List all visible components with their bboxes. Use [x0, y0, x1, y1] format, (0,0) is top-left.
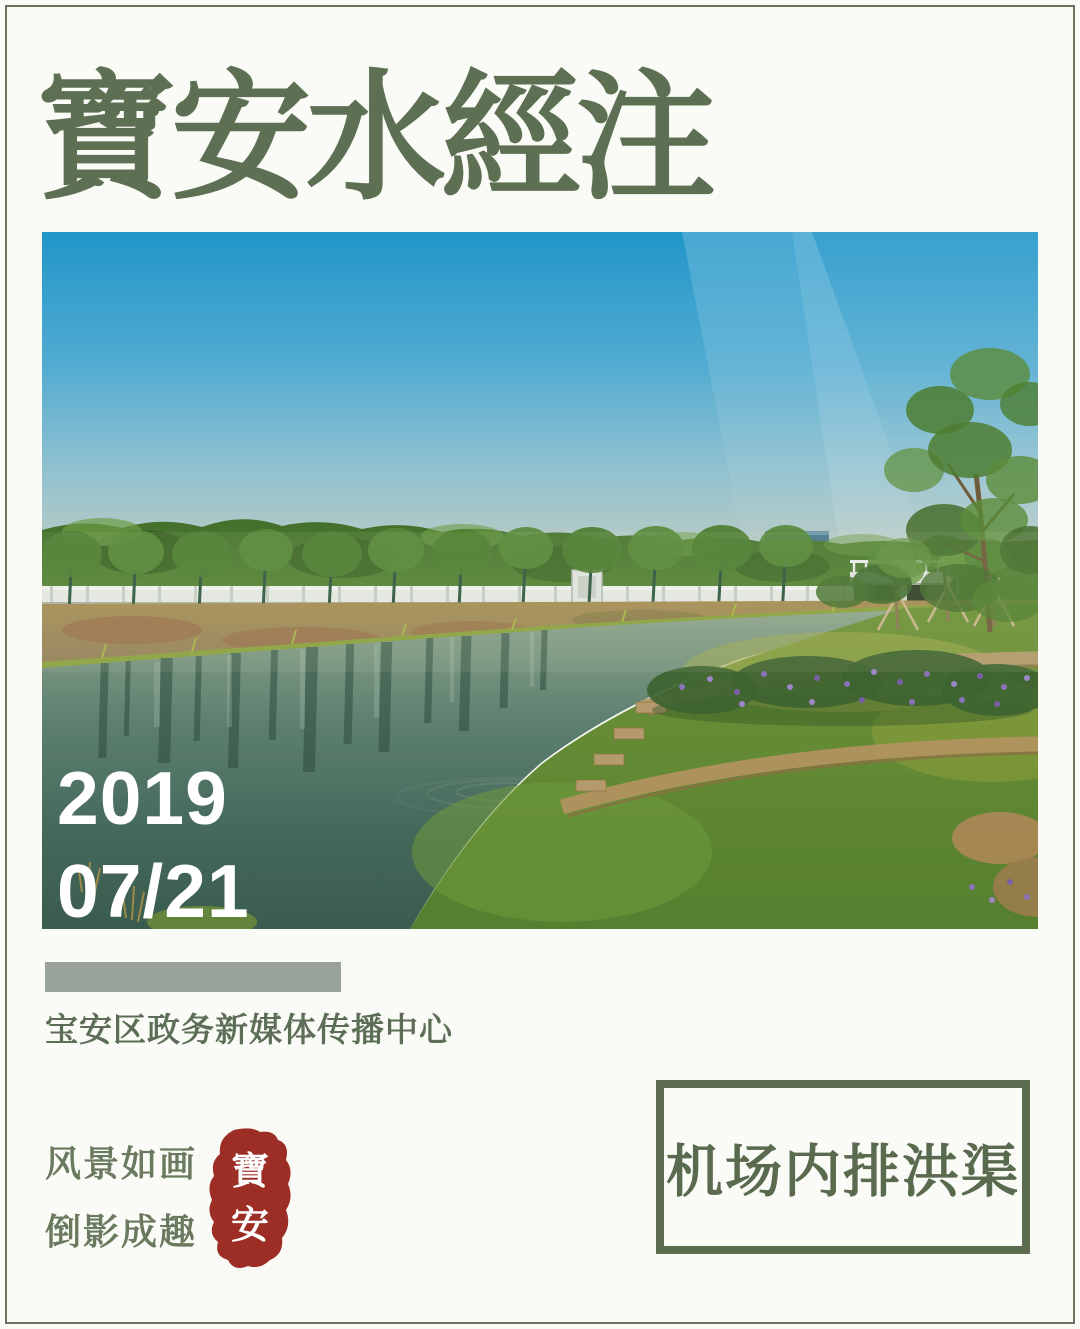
red-seal-stamp: [204, 1126, 294, 1272]
seal-blob: [209, 1128, 290, 1268]
publisher-name: 宝安区政务新媒体传播中心: [45, 1011, 453, 1048]
seal-graphic: [204, 1126, 294, 1272]
location-box: [656, 1080, 1030, 1254]
haze-overlay: [42, 532, 1038, 672]
accent-bar: [45, 962, 341, 992]
date-year: 2019: [57, 756, 228, 840]
seal-char-bottom: 安: [230, 1205, 270, 1247]
location-label: 机场内排洪渠: [666, 1141, 1020, 1204]
date-day: 07/21: [57, 849, 250, 933]
slogan-line-2: 倒影成趣: [45, 1211, 198, 1252]
masthead-title: 寶安水經注: [36, 56, 712, 220]
slogan-line-1: 风景如画: [45, 1143, 198, 1184]
slogan-block: [45, 1136, 197, 1272]
date-overlay: [57, 752, 250, 938]
seal-char-top: 寶: [230, 1151, 270, 1193]
